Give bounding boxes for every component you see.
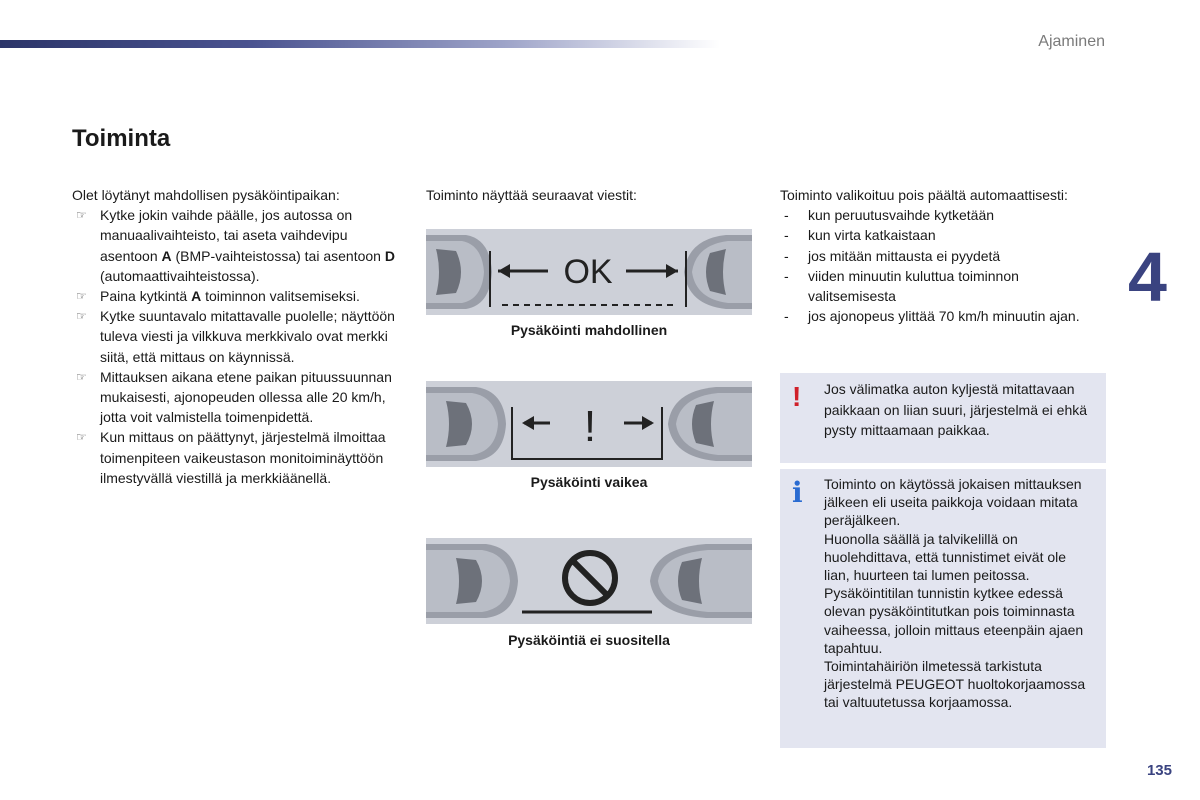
list-item: ☞ Kytke jokin vaihde päälle, jos autossa on manuaalivaihteisto, tai aseta vaihdevipu asentoon A (BMP-vaihteistossa) tai asentoon D (automaattivaihteistossa). — [76, 207, 395, 284]
figure-parking-not-recommended — [426, 538, 752, 624]
auto-off-intro: Toiminto valikoituu pois päältä automaattisesti: — [780, 187, 1068, 203]
info-icon: i — [792, 476, 803, 509]
list-item: - kun virta katkaistaan — [784, 227, 936, 244]
list-item: ☞ Paina kytkintä A toiminnon valitsemiseksi. — [72, 286, 402, 306]
chapter-label: Ajaminen — [1038, 33, 1105, 50]
page-title: Toiminta — [72, 125, 171, 152]
rear-car-icon — [426, 544, 518, 618]
page-number: 135 — [1146, 762, 1172, 779]
list-item: - jos mitään mittausta ei pyydetä — [784, 247, 1001, 264]
figure-caption: Pysäköintiä ei suositella — [508, 632, 670, 648]
list-item: ☞ Kun mittaus on päättynyt, järjestelmä ilmoittaa toimenpiteen vaikeustason monitoiminäyttöön ilmestyvällä viestillä ja merkkiäänellä. — [76, 429, 386, 486]
exclamation-icon: ! — [792, 381, 802, 412]
list-item: - viiden minuutin kuluttua toiminnon valitsemisesta — [784, 267, 1019, 305]
info-paragraph: Toimintahäiriön ilmetessä tarkistuta järjestelmä PEUGEOT huoltokorjaamossa tai valtuutetussa korjaamossa. — [824, 658, 1086, 711]
warning-display-text: ! — [583, 402, 597, 451]
figure-parking-possible — [426, 229, 752, 315]
info-text — [824, 475, 1094, 712]
pointing-hand-icon: ☞ — [76, 369, 87, 384]
auto-off-column — [780, 185, 1110, 326]
info-paragraph: Pysäköintitilan tunnistin kytkee edessä olevan pysäköintitutkan pois toiminnasta vaiheessa, jolloin mittaus eteenpäin ajaen tapahtuu. — [824, 585, 1084, 656]
list-item: - jos ajonopeus ylittää 70 km/h minuutin ajan. — [784, 308, 1080, 325]
pointing-hand-icon: ☞ — [76, 289, 87, 304]
info-paragraph: Toiminto on käytössä jokaisen mittauksen jälkeen eli useita paikkoja voidaan mitata peräjälkeen. — [824, 476, 1082, 529]
info-box — [780, 469, 1106, 748]
chapter-number: 4 — [1128, 238, 1167, 316]
ok-display-text: OK — [563, 253, 613, 291]
header-gradient-bar — [0, 40, 720, 48]
warning-text: Jos välimatka auton kyljestä mitattavaan paikkaan on liian suuri, järjestelmä ei ehkä pysty mittaamaan paikkaa. — [824, 381, 1088, 438]
rear-car-icon — [426, 235, 492, 309]
info-paragraph: Huonolla säällä ja talvikelillä on huolehdittava, että tunnistimet eivät ole lian, huurteen tai lumen peitossa. — [824, 530, 1067, 584]
front-car-icon — [668, 387, 752, 461]
list-item: ☞ Kytke suuntavalo mitattavalle puolelle; näyttöön tuleva viesti ja vilkkuva merkkivalo ovat merkki siitä, että mittaus on käynnissä. — [76, 308, 395, 365]
no-entry-icon — [565, 553, 615, 603]
list-item: - kun peruutusvaihde kytketään — [784, 207, 995, 224]
pointing-hand-icon: ☞ — [76, 309, 87, 324]
front-car-icon — [684, 235, 752, 309]
pointing-hand-icon: ☞ — [76, 430, 87, 445]
rear-car-icon — [426, 387, 506, 461]
front-car-icon — [650, 544, 752, 618]
list-item: ☞ Mittauksen aikana etene paikan pituussuunnan mukaisesti, ajonopeuden ollessa alle 20 km/h, jotta voit valmistella toimenpidettä. — [76, 368, 392, 426]
pointing-hand-icon: ☞ — [76, 208, 87, 223]
figure-caption: Pysäköinti mahdollinen — [510, 322, 668, 338]
messages-intro: Toiminto näyttää seuraavat viestit: — [426, 187, 637, 203]
instructions-column — [72, 185, 402, 488]
figure-caption: Pysäköinti vaikea — [530, 474, 648, 490]
instructions-intro: Olet löytänyt mahdollisen pysäköintipaikan: — [72, 187, 340, 203]
warning-box — [780, 373, 1106, 463]
figure-parking-difficult — [426, 381, 752, 467]
